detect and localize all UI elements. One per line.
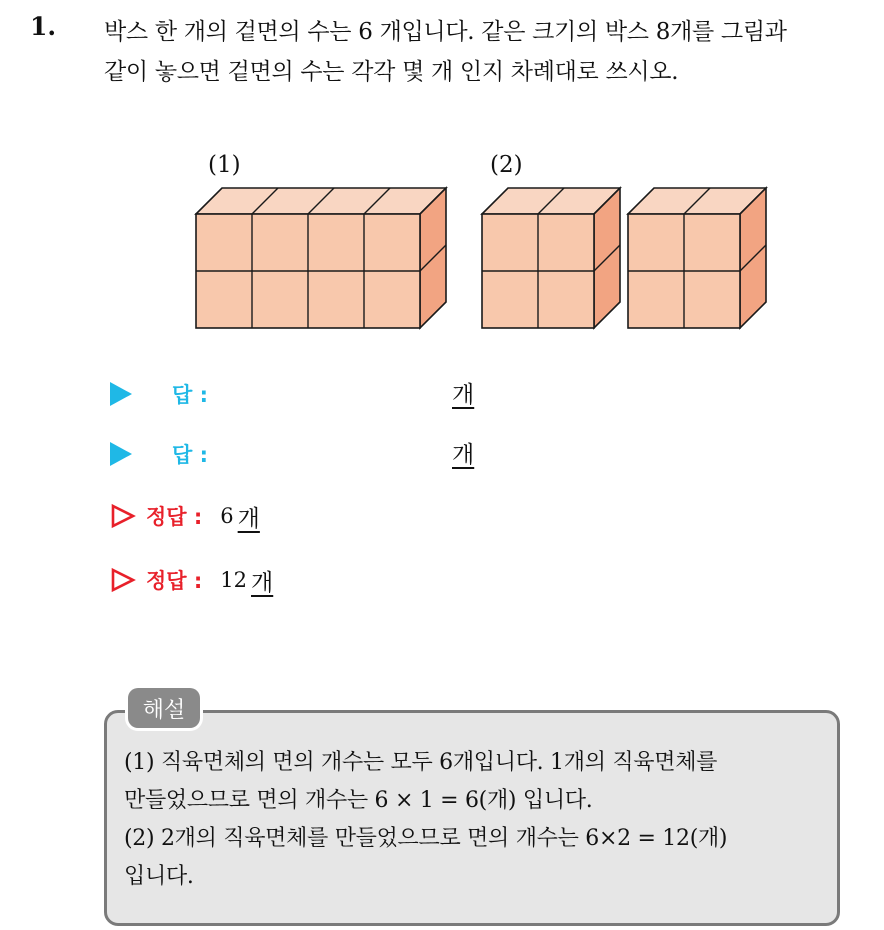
correct-unit-1: 개 xyxy=(237,505,260,532)
figure-2-block-a xyxy=(482,188,620,328)
outline-triangle-icon xyxy=(110,503,136,529)
explanation-line-4: 입니다. xyxy=(124,864,194,889)
answer-unit-1[interactable]: 개 xyxy=(452,382,475,408)
outline-triangle-icon xyxy=(110,567,136,593)
correct-label-2: 정답 : xyxy=(146,569,203,593)
figure-2-label: (2) xyxy=(490,152,523,178)
question-line-2: 같이 놓으면 겉면의 수는 각각 몇 개 인지 차례대로 쓰시오. xyxy=(104,59,679,85)
answer-label-1: 답 : xyxy=(172,383,208,407)
figure-1-block xyxy=(196,188,446,328)
answer-row-2 xyxy=(110,436,208,472)
correct-answer-row-1 xyxy=(110,498,260,534)
answer-row-1 xyxy=(110,376,208,412)
figure-1-label: (1) xyxy=(208,152,241,178)
answer-unit-2[interactable]: 개 xyxy=(452,442,475,468)
explanation-text xyxy=(124,744,840,896)
correct-value-1: 6 xyxy=(220,504,234,528)
explanation-line-1: (1) 직육면체의 면의 개수는 모두 6개입니다. 1개의 직육면체를 xyxy=(124,750,718,775)
box-figure xyxy=(0,0,884,340)
figure-2-block-b xyxy=(628,188,766,328)
question-line-1: 박스 한 개의 겉면의 수는 6 개입니다. 같은 크기의 박스 8개를 그림과 xyxy=(104,19,787,45)
correct-value-2: 12 xyxy=(220,568,248,592)
correct-answer-row-2 xyxy=(110,562,273,598)
answer-label-2: 답 : xyxy=(172,443,208,467)
explanation-line-3: (2) 2개의 직육면체를 만들었으므로 면의 개수는 6×2 = 12(개) xyxy=(124,826,728,851)
explanation-tab: 해설 xyxy=(128,688,200,728)
explanation-line-2: 만들었으므로 면의 개수는 6 × 1 = 6(개) 입니다. xyxy=(124,788,593,813)
play-triangle-icon xyxy=(110,442,132,466)
correct-unit-2: 개 xyxy=(251,569,274,596)
correct-label-1: 정답 : xyxy=(146,505,203,529)
play-triangle-icon xyxy=(110,382,132,406)
question-number: 1. xyxy=(30,12,57,41)
